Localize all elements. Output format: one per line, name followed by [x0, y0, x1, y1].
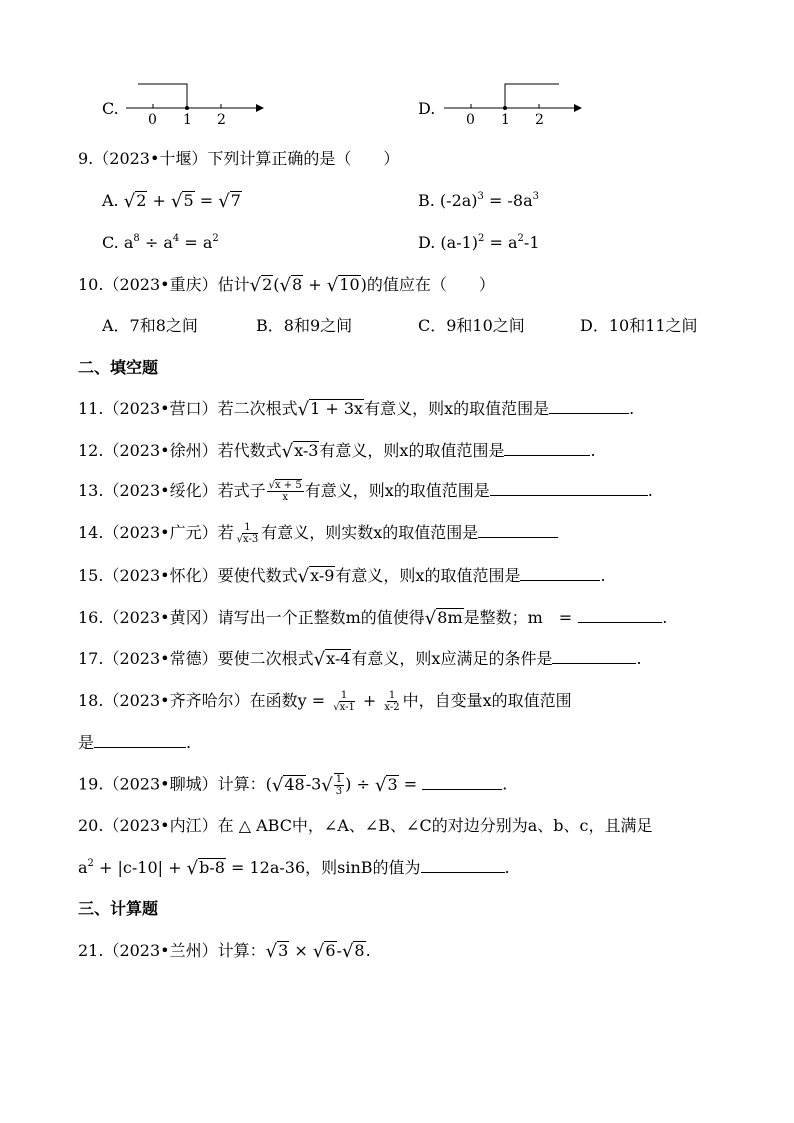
q18-line2: 是 .: [78, 733, 192, 752]
q13: 13.（2023•绥化）若式子 $\frac{√x + 5}{x}$ 有意义，则x的取值范围是 .: [78, 480, 653, 503]
number-line-d: [444, 80, 584, 130]
tick-1: 1: [501, 112, 510, 128]
q10-option-c: C．9和10之间: [418, 316, 525, 335]
answer-blank[interactable]: [490, 481, 648, 496]
q9-option-c: C. $a^8 \div a^4 = a^2$: [102, 233, 219, 252]
answer-blank[interactable]: [422, 775, 502, 790]
q21: 21.（2023•兰州）计算：√3 × √6-√8.: [78, 941, 371, 962]
q11: 11.（2023•营口）若二次根式√1 + 3x有意义，则x的取值范围是 .: [78, 399, 635, 420]
answer-blank[interactable]: [552, 649, 636, 664]
answer-blank[interactable]: [504, 441, 590, 456]
q10-option-b: B．8和9之间: [256, 316, 353, 335]
q16: 16.（2023•黄冈）请写出一个正整数m的值使得√8m是整数；m = .: [78, 608, 668, 629]
q18: 18.（2023•齐齐哈尔）在函数y = $\frac{1}{√x-1}$ + $\frac{1}{x-2}$ 中，自变量x的取值范围: [78, 690, 572, 713]
q14: 14.（2023•广元）若 $\frac{1}{√x-3}$ 有意义，则实数x的取值范围是: [78, 522, 558, 545]
q10-option-d: D．10和11之间: [580, 316, 698, 335]
answer-blank[interactable]: [549, 399, 629, 414]
section-heading-fill-in: 二、填空题: [78, 358, 159, 377]
q9-stem: 9.（2023•十堰）下列计算正确的是（ ）: [78, 149, 400, 168]
tick-2: 2: [535, 112, 544, 128]
q10-stem: 10.（2023•重庆）估计√2(√8 + √10)的值应在（ ）: [78, 275, 495, 296]
number-line-c: [126, 80, 266, 130]
q8-option-c-label: C.: [102, 99, 119, 118]
q19: 19.（2023•聊城）计算：(√48-3√ $\frac{1}{3}$ ) ÷ √3 = .: [78, 774, 508, 797]
q20-line2: $a^2 + |c-10| + √b-8 = 12a-36$，则sinB的值为 .: [78, 858, 510, 879]
answer-blank[interactable]: [578, 608, 662, 623]
answer-blank[interactable]: [421, 858, 505, 873]
q10-option-a: A．7和8之间: [102, 316, 198, 335]
q9-option-b: B. $(-2a)^3 = -8a^3$: [418, 191, 539, 210]
tick-0: 0: [148, 112, 157, 128]
q12: 12.（2023•徐州）若代数式√x-3有意义，则x的取值范围是 .: [78, 441, 596, 462]
answer-blank[interactable]: [520, 566, 600, 581]
section-heading-calculation: 三、计算题: [78, 899, 159, 918]
answer-blank[interactable]: [478, 523, 558, 538]
answer-blank[interactable]: [94, 733, 186, 748]
q17: 17.（2023•常德）要使二次根式√x-4有意义，则x应满足的条件是 .: [78, 649, 642, 670]
tick-1: 1: [183, 112, 192, 128]
q8-option-d-label: D.: [418, 99, 436, 118]
tick-0: 0: [466, 112, 475, 128]
q9-option-d: D. $(a-1)^2 = a^2-1$: [418, 233, 540, 252]
q15: 15.（2023•怀化）要使代数式√x-9有意义，则x的取值范围是 .: [78, 566, 606, 587]
q9-option-a: A. √2 + √5 = √7: [102, 191, 241, 212]
q20-line1: 20.（2023•内江）在 △ ABC中，∠A、∠B、∠C的对边分别为a、b、c，且满足: [78, 816, 653, 835]
tick-2: 2: [217, 112, 226, 128]
